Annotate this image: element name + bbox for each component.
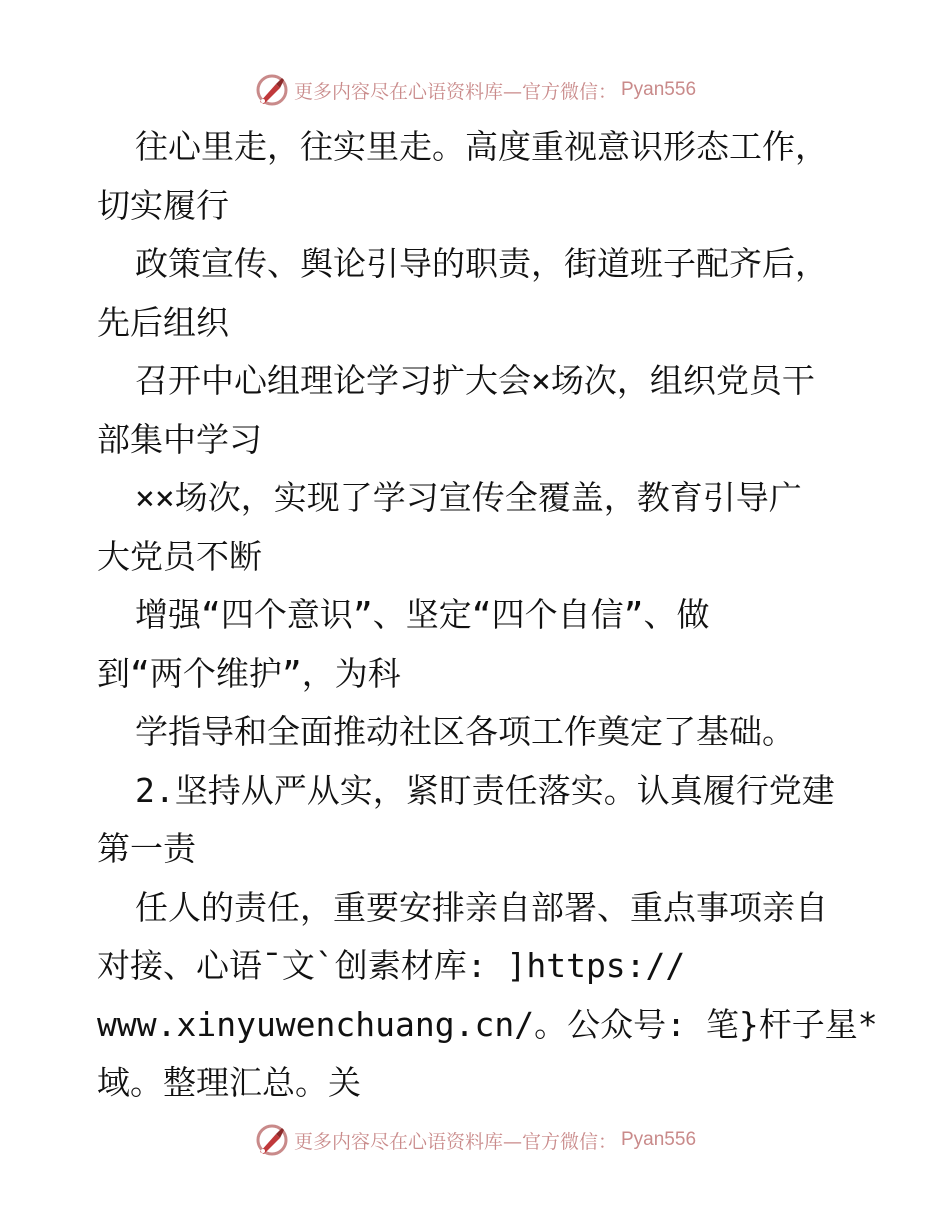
paragraph-line: 第一责	[97, 829, 196, 868]
header-watermark-banner	[0, 70, 950, 110]
watermark-text: 更多内容尽在心语资料库—官方微信：	[293, 80, 617, 103]
pen-logo-icon	[254, 1122, 290, 1158]
watermark-banner	[254, 72, 696, 108]
paragraph-line: 政策宣传、舆论引导的职责，街道班子配齐后，	[135, 244, 828, 283]
paragraph-line: 2.坚持从严从实，紧盯责任落实。认真履行党建	[135, 770, 835, 810]
paragraph-line: 任人的责任，重要安排亲自部署、重点事项亲自	[135, 887, 828, 927]
document-body	[97, 118, 897, 1113]
paragraph-line: 部集中学习	[97, 419, 262, 459]
paragraph-line: 先后组织	[97, 302, 229, 342]
paragraph-line: 切实履行	[97, 185, 229, 225]
paragraph-line: www.xinyuwenchuang.cn/。公众号: 笔}杆子星*	[97, 1004, 878, 1044]
paragraph-line: 对接、心语¯文`创素材库: ]https://	[97, 946, 686, 985]
paragraph-line: 增强“四个意识”、坚定“四个自信”、做	[135, 595, 710, 634]
paragraph-line: 学指导和全面推动社区各项工作奠定了基础。	[135, 712, 795, 751]
pen-logo-icon	[254, 72, 290, 108]
paragraph-line: 域。整理汇总。关	[97, 1063, 361, 1102]
paragraph-line: 往心里走，往实里走。高度重视意识形态工作，	[135, 127, 828, 166]
paragraph-line: ××场次，实现了学习宣传全覆盖，教育引导广	[135, 478, 802, 517]
watermark-wechat-id: Pyan556	[621, 1129, 697, 1150]
paragraph-line: 召开中心组理论学习扩大会×场次，组织党员干	[135, 361, 815, 400]
watermark-text: 更多内容尽在心语资料库—官方微信：	[293, 1130, 617, 1153]
watermark-banner	[254, 1122, 696, 1158]
footer-watermark-banner	[0, 1120, 950, 1160]
paragraph-line: 大党员不断	[97, 536, 262, 576]
watermark-wechat-id: Pyan556	[621, 79, 697, 100]
paragraph-line: 到“两个维护”，为科	[97, 653, 401, 693]
